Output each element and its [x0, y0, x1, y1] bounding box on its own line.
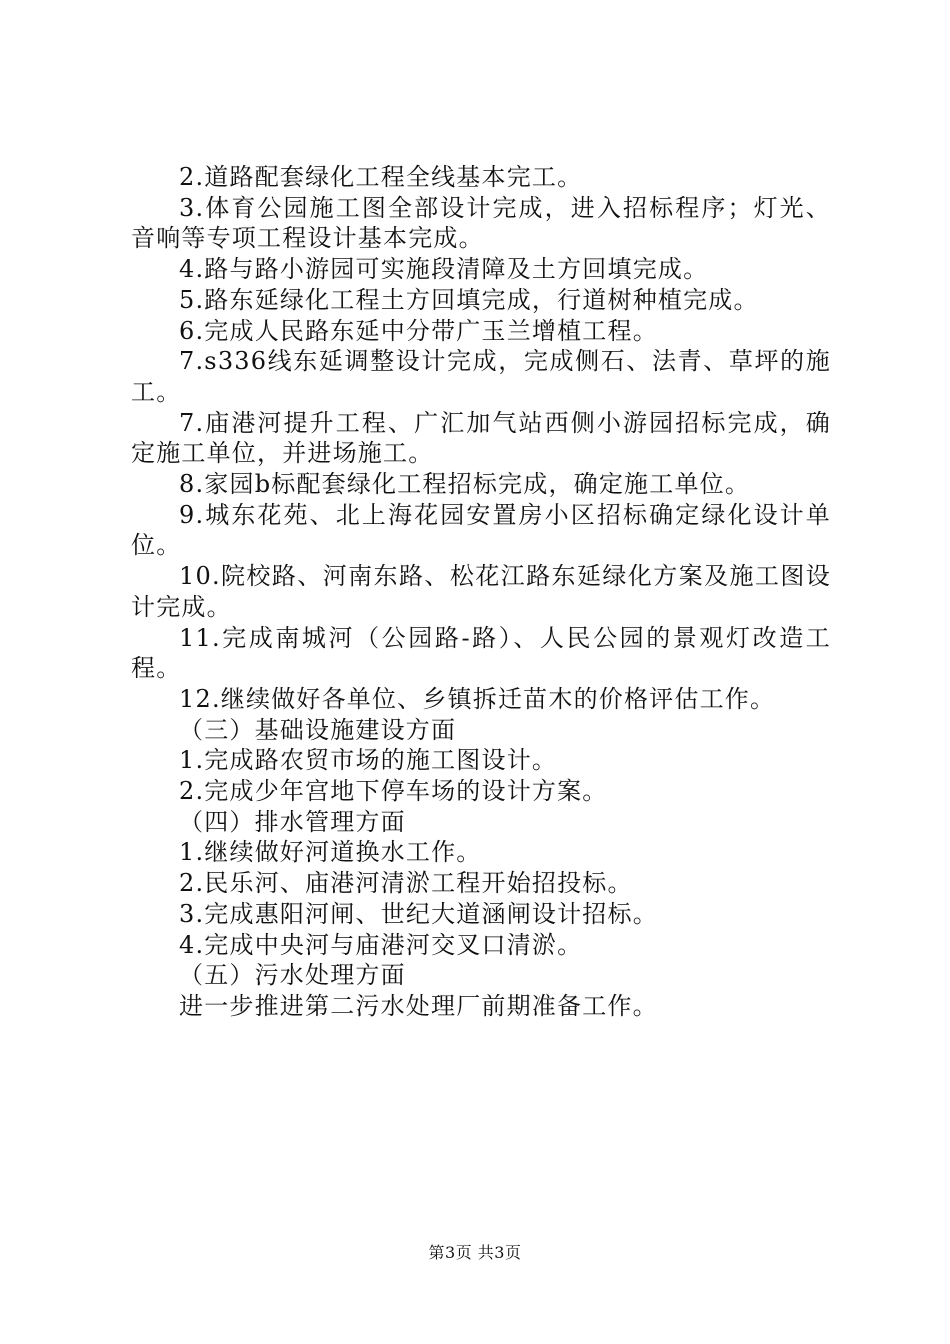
paragraph-continuation-line: 计完成。 — [131, 592, 232, 621]
page-footer: 第3页 共3页 — [428, 1243, 522, 1262]
paragraph-line: 4.路与路小游园可实施段清障及土方回填完成。 — [179, 255, 709, 284]
paragraph-line: 8.家园b标配套绿化工程招标完成，确定施工单位。 — [179, 470, 751, 499]
paragraph-line: （三）基础设施建设方面 — [179, 715, 457, 744]
paragraph-line: 进一步推进第二污水处理厂前期准备工作。 — [179, 991, 658, 1020]
paragraph-line: 11.完成南城河（公园路-路）、人民公园的景观灯改造工 — [179, 623, 831, 652]
paragraph-line: 10.院校路、河南东路、松花江路东延绿化方案及施工图设 — [179, 562, 831, 591]
paragraph-line: 1.继续做好河道换水工作。 — [179, 838, 482, 867]
paragraph-line: 3.体育公园施工图全部设计完成，进入招标程序；灯光、 — [179, 193, 831, 222]
paragraph-line: （四）排水管理方面 — [179, 807, 406, 836]
paragraph-line: （五）污水处理方面 — [179, 961, 406, 990]
paragraph-line: 7.庙港河提升工程、广汇加气站西侧小游园招标完成，确 — [179, 408, 831, 437]
paragraph-line: 6.完成人民路东延中分带广玉兰增植工程。 — [179, 316, 658, 345]
paragraph-line: 4.完成中央河与庙港河交叉口清淤。 — [179, 930, 583, 959]
document-body — [131, 162, 831, 1022]
paragraph-line: 9.城东花苑、北上海花园安置房小区招标确定绿化设计单 — [179, 500, 831, 529]
paragraph-line: 7.s336线东延调整设计完成，完成侧石、法青、草坪的施 — [179, 347, 831, 376]
paragraph-line: 12.继续做好各单位、乡镇拆迁苗木的价格评估工作。 — [179, 684, 776, 713]
paragraph-line: 1.完成路农贸市场的施工图设计。 — [179, 746, 558, 775]
paragraph-line: 2.完成少年宫地下停车场的设计方案。 — [179, 777, 608, 806]
paragraph-continuation-line: 程。 — [131, 654, 182, 683]
paragraph-continuation-line: 音响等专项工程设计基本完成。 — [131, 224, 484, 253]
paragraph-line: 2.民乐河、庙港河清淤工程开始招投标。 — [179, 869, 633, 898]
paragraph-line: 5.路东延绿化工程土方回填完成，行道树种植完成。 — [179, 285, 759, 314]
paragraph-line: 3.完成惠阳河闸、世纪大道涵闸设计招标。 — [179, 899, 658, 928]
paragraph-line: 2.道路配套绿化工程全线基本完工。 — [179, 163, 583, 191]
paragraph-continuation-line: 定施工单位，并进场施工。 — [131, 439, 434, 468]
paragraph-continuation-line: 位。 — [131, 531, 182, 560]
paragraph-continuation-line: 工。 — [131, 377, 182, 406]
